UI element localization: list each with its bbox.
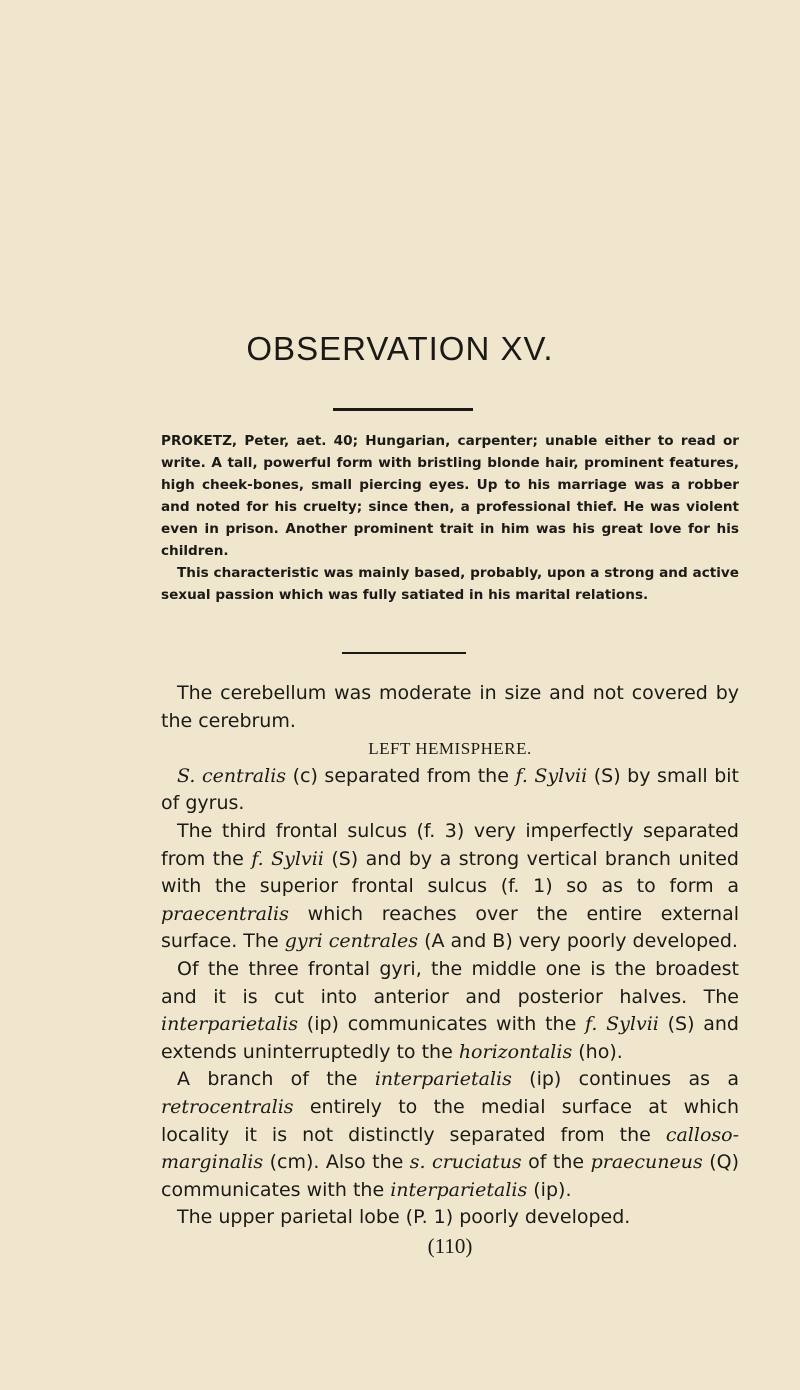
title-rule [333, 408, 473, 411]
section-rule [342, 652, 466, 654]
body-paragraph: The upper parietal lobe (P. 1) poorly developed. [177, 1206, 631, 1229]
intro-paragraph: The cerebellum was moderate in size and not covered by the cerebrum. [161, 682, 739, 732]
section-heading: LEFT HEMISPHERE. [368, 739, 532, 759]
body-paragraph: The third frontal sulcus (f. 3) very imperfectly separated from the f. Sylvii (S) and by a strong vertical branch united with the superior frontal sulcus (f. 1) so as to form a praecentralis which reaches over the entire external surface. The gyri centrales (A and B) very poorly developed. [161, 819, 739, 953]
observation-body [161, 680, 739, 1260]
term: f. Sylvii [585, 1013, 659, 1036]
term: retrocentralis [161, 1095, 294, 1118]
term: f. Sylvii [515, 764, 588, 787]
term: s. cruciatus [409, 1151, 522, 1174]
term: S. centralis [177, 764, 287, 787]
term: f. Sylvii [251, 847, 324, 870]
case-paragraph: PROKETZ, Peter, aet. 40; Hungarian, carpenter; unable either to read or write. A tall, powerful form with bristling blonde hair, prominent features, high cheek-bones, small piercing eyes. Up to his marriage was a robber and noted for his cruelty; since then, a professional thief. He was violent even in prison. Another prominent trait in him was his great love for his children. [161, 433, 739, 559]
page-number: (110) [427, 1233, 473, 1258]
term: gyri centrales [284, 930, 419, 953]
body-paragraph: A branch of the interparietalis (ip) continues as a retrocentralis entirely to the medial surface at which locality it is not distinctly separated from the calloso-marginalis (cm). Also the s. cruciatus of the praecuneus (Q) communicates with the interparietalis (ip). [161, 1068, 739, 1201]
term: calloso-marginalis [161, 1123, 739, 1174]
case-paragraph: This characteristic was mainly based, probably, upon a strong and active sexual passion which was fully satiated in his marital relations. [161, 565, 739, 603]
body-paragraph: Of the three frontal gyri, the middle one is the broadest and it is cut into anterior and posterior halves. The interparietalis (ip) communicates with the f. Sylvii (S) and extends uninterruptedly to the horizontalis (ho). [161, 957, 739, 1063]
term: horizontalis [458, 1040, 573, 1063]
term: praecentralis [161, 902, 289, 925]
term: praecuneus [590, 1151, 703, 1174]
case-history [161, 430, 739, 606]
term: interparietalis [161, 1013, 299, 1036]
body-paragraph: S. centralis (c) separated from the f. Sylvii (S) by small bit of gyrus. [161, 764, 740, 815]
term: interparietalis [374, 1068, 512, 1091]
chapter-title: OBSERVATION XV. [246, 330, 554, 367]
term: interparietalis [390, 1178, 528, 1201]
